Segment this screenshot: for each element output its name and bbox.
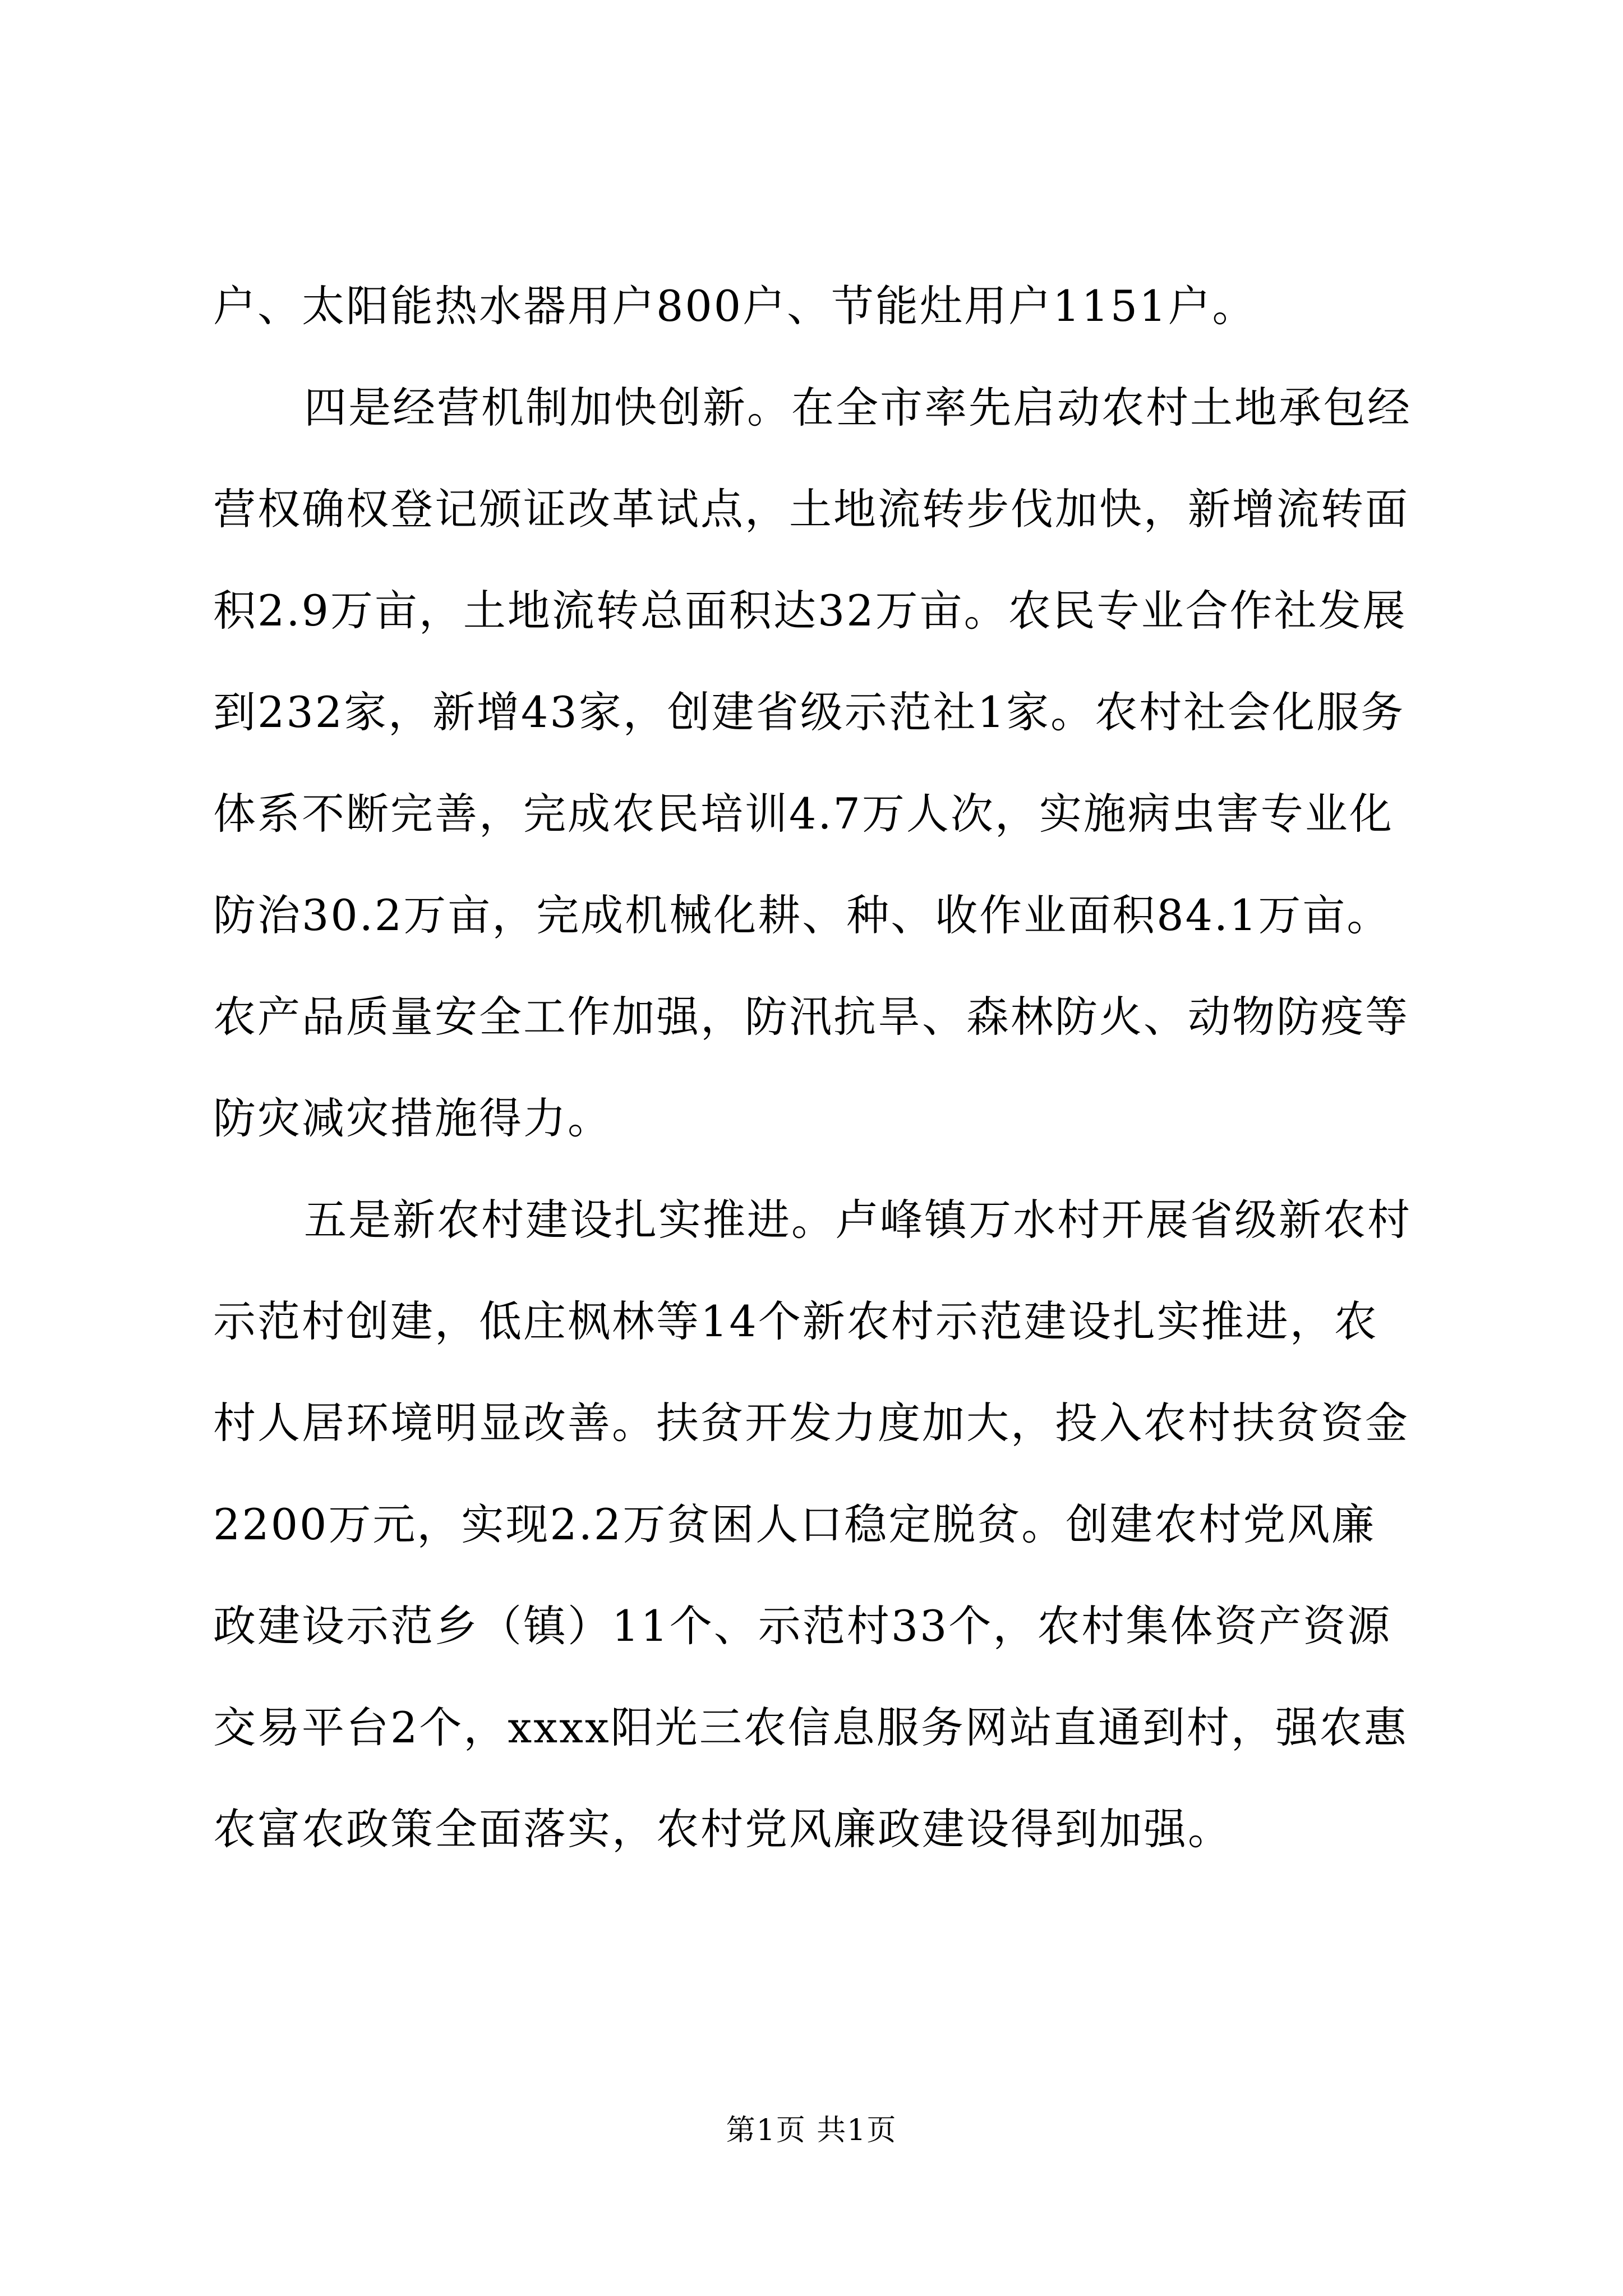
paragraph-continuation: 户、太阳能热水器用户800户、节能灶用户1151户。 <box>213 281 1257 331</box>
paragraph-business-mechanism: 四是经营机制加快创新。在全市率先启动农村土地承包经营权确权登记颁证改革试点，土地流转步伐加快，新增流转面积2.9万亩，土地流转总面积达32万亩。农民专业合作社发展到232家，新增43家，创建省级示范社1家。农村社会化服务体系不断完善，完成农民培训4.7万人次，实施病虫害专业化防治30.2万亩，完成机械化耕、种、收作业面积84.1万亩。农产品质量安全工作加强，防汛抗旱、森林防火、动物防疫等防灾减灾措施得力。 <box>213 383 1412 1143</box>
page-footer: 第1页 共1页 <box>726 2114 897 2147</box>
paragraph-new-countryside: 五是新农村建设扎实推进。卢峰镇万水村开展省级新农村示范村创建，低庄枫林等14个新农村示范建设扎实推进，农村人居环境明显改善。扶贫开发力度加大，投入农村扶贫资金2200万元，实现2.2万贫困人口稳定脱贫。创建农村党风廉政建设示范乡（镇）11个、示范村33个，农村集体资产资源交易平台2个，xxxx阳光三农信息服务网站直通到村，强农惠农富农政策全面落实，农村党风廉政建设得到加强。 <box>213 1195 1412 1854</box>
document-body <box>213 255 1413 1880</box>
